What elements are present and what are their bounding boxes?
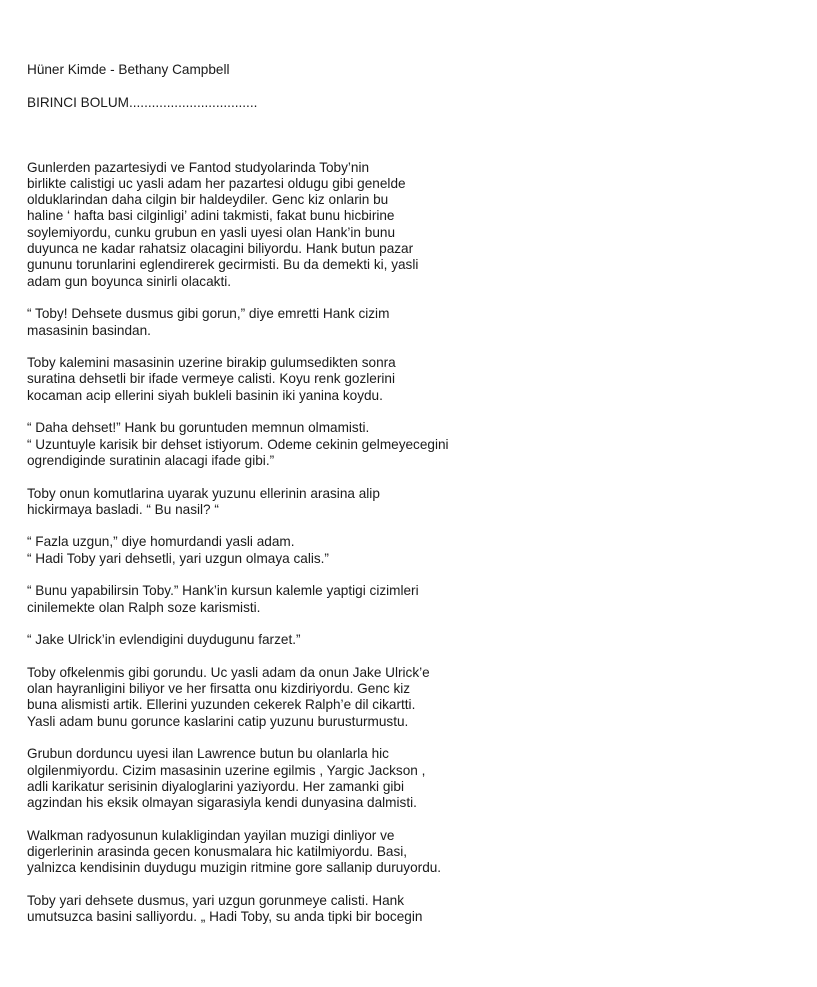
text-line: adli karikatur serisinin diyaloglarini yaziyordu. Her zamanki gibi [27,778,405,794]
text-line: Toby ofkelenmis gibi gorundu. Uc yasli adam da onun Jake Ulrick’e [27,664,430,680]
document-page [27,62,787,942]
paragraph [27,306,787,339]
text-line: Toby yari dehsete dusmus, yari uzgun gorunmeye calisti. Hank [27,892,405,908]
text-line: “ Hadi Toby yari dehsetli, yari uzgun olmaya calis.” [27,550,329,566]
text-line: “ Uzuntuyle karisik bir dehset istiyorum. Odeme cekinin gelmeyecegini [27,436,449,452]
text-line: olan hayranligini biliyor ve her firsatta onu kizdiriyordu. Genc kiz [27,681,411,697]
text-line: haline ‘ hafta basi cilginligi’ adini takmisti, fakat bunu hicbirine [27,208,395,224]
text-line: Gunlerden pazartesiydi ve Fantod studyolarinda Toby’nin [27,159,370,175]
text-line: hickirmaya basladi. “ Bu nasil? “ [27,501,219,517]
text-line: gununu torunlarini eglendirerek gecirmisti. Bu da demekti ki, yasli [27,257,419,273]
paragraph [27,355,787,404]
paragraph [27,828,787,877]
text-line: buna alismisti artik. Ellerini yuzunden cekerek Ralph’e dil cikartti. [27,697,416,713]
text-line: agzindan his eksik olmayan sigarasiyla kendi dunyasina dalmisti. [27,795,417,811]
paragraph [27,746,787,811]
text-line: “ Toby! Dehsete dusmus gibi gorun,” diye emretti Hank cizim [27,306,390,322]
text-line: Walkman radyosunun kulakligindan yayilan muzigi dinliyor ve [27,827,395,843]
text-line: masasinin basindan. [27,322,151,338]
paragraph [27,632,787,648]
text-line: “ Daha dehset!” Hank bu goruntuden memnun olmamisti. [27,420,370,436]
text-line: Toby kalemini masasinin uzerine birakip gulumsedikten sonra [27,355,396,371]
text-line: “ Jake Ulrick’in evlendigini duydugunu farzet.” [27,632,301,648]
text-line: duyunca ne kadar rahatsiz olacagini biliyordu. Hank butun pazar [27,241,414,257]
text-line: Grubun dorduncu uyesi ilan Lawrence butun bu olanlarla hic [27,746,389,762]
chapter-heading: BIRINCI BOLUM.................................. [27,95,258,111]
paragraph [27,665,787,730]
text-line: kocaman acip ellerini siyah bukleli basinin iki yanina koydu. [27,387,383,403]
paragraph [27,420,787,469]
text-line: yalnizca kendisinin duydugu muzigin ritmine gore sallanip duruyordu. [27,860,442,876]
text-line: ogrendiginde suratinin alacagi ifade gibi.” [27,452,275,468]
document-title: Hüner Kimde - Bethany Campbell [27,62,230,77]
paragraph [27,583,787,616]
text-line: digerlerinin arasinda gecen konusmalara hic katilmiyordu. Basi, [27,844,408,860]
paragraph [27,893,787,926]
text-line: Yasli adam bunu gorunce kaslarini catip yuzunu burusturmustu. [27,713,409,729]
paragraph [27,534,787,567]
document-body [27,160,787,926]
text-line: cinilemekte olan Ralph soze karismisti. [27,599,261,615]
text-line: soylemiyordu, cunku grubun en yasli uyesi olan Hank’in bunu [27,224,396,240]
paragraph [27,160,787,290]
text-line: olgilenmiyordu. Cizim masasinin uzerine egilmis , Yargic Jackson , [27,762,426,778]
text-line: olduklarindan daha cilgin bir haldeydiler. Genc kiz onlarin bu [27,192,389,208]
text-line: “ Fazla uzgun,” diye homurdandi yasli adam. [27,534,295,550]
text-line: adam gun boyunca sinirli olacakti. [27,273,232,289]
paragraph [27,486,787,519]
text-line: “ Bunu yapabilirsin Toby.” Hank’in kursun kalemle yaptigi cizimleri [27,583,419,599]
text-line: birlikte calistigi uc yasli adam her pazartesi oldugu gibi genelde [27,175,406,191]
text-line: Toby onun komutlarina uyarak yuzunu ellerinin arasina alip [27,485,380,501]
text-line: umutsuzca basini salliyordu. „ Hadi Toby, su anda tipki bir bocegin [27,909,423,925]
text-line: suratina dehsetli bir ifade vermeye calisti. Koyu renk gozlerini [27,371,395,387]
